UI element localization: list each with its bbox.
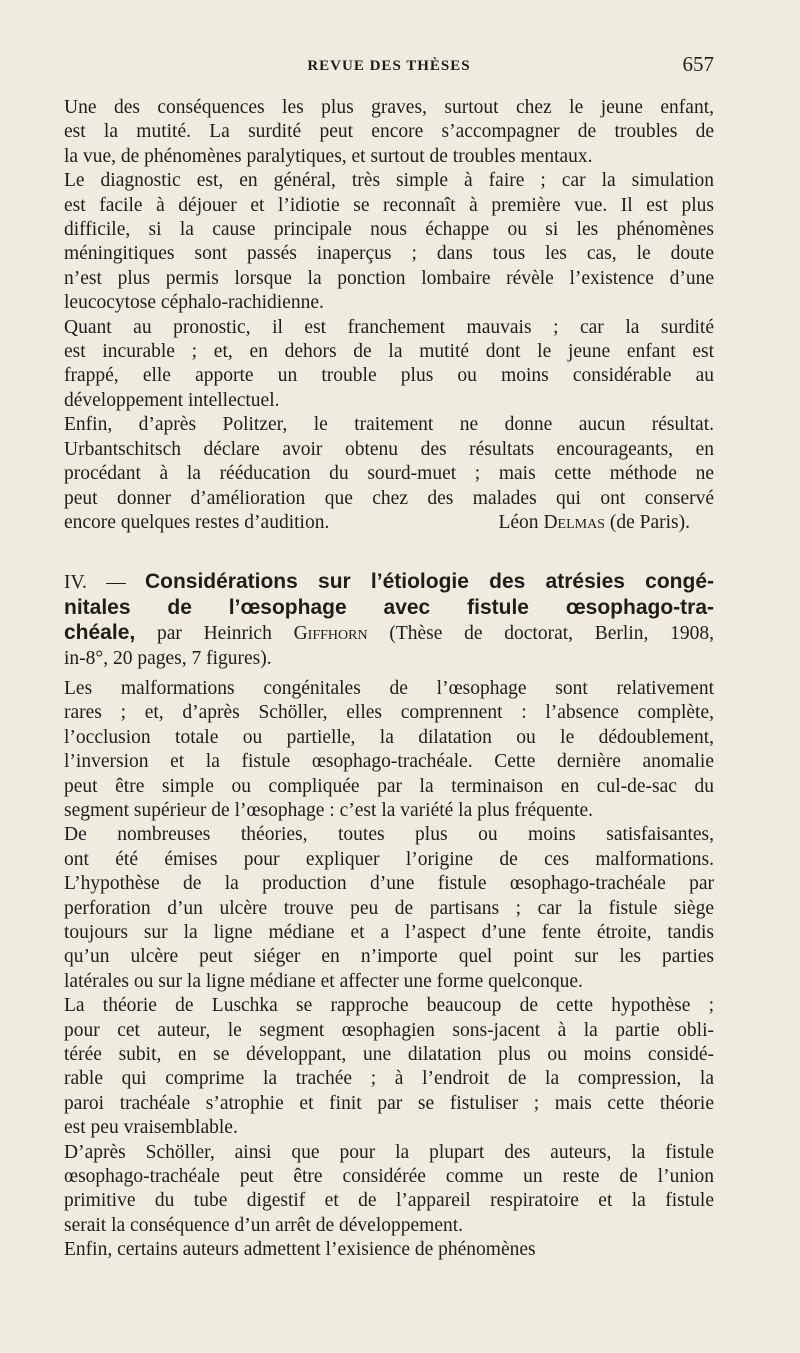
section-heading-line [64, 621, 714, 646]
paragraph-line: Une des conséquences les plus graves, surtout chez le jeune enfant, [64, 97, 714, 118]
paragraph-line: l’inversion et la fistule œsophago-trachéale. Cette dernière anomalie [64, 751, 714, 773]
section-title-cont: chéale, [64, 621, 136, 645]
section-author: Giffhorn [293, 623, 368, 645]
section-heading-line [64, 570, 714, 595]
paragraph-line: rares ; et, d’après Schöller, elles comprennent : l’absence complète, [64, 702, 714, 724]
signoff-line [64, 511, 714, 535]
paragraph-line: est la mutité. La surdité peut encore s’accompagner de troubles de [64, 121, 714, 143]
paragraph-line: ont été émises pour expliquer l’origine de ces malformations. [64, 848, 714, 870]
paragraph-line: La théorie de Luschka se rapproche beaucoup de cette hypothèse ; [64, 995, 714, 1017]
paragraph-line: la vue, de phénomènes paralytiques, et surtout de troubles mentaux. [64, 145, 593, 167]
paragraph-line: De nombreuses théories, toutes plus ou moins satisfaisantes, [64, 824, 714, 846]
paragraph [64, 316, 714, 414]
paragraph-line: toujours sur la ligne médiane et a l’aspect d’une fente étroite, tandis [64, 922, 714, 943]
paragraph-line: encore quelques restes d’audition. [64, 511, 330, 533]
paragraph-line: Les malformations congénitales de l’œsophage sont relativement [64, 677, 714, 699]
paragraph [64, 994, 714, 1140]
paragraph-line: Urbantschitsch déclare avoir obtenu des résultats encourageants, en [64, 438, 714, 460]
paragraph [64, 96, 714, 169]
section-heading-line [64, 647, 714, 671]
paragraph-line: développement intellectuel. [64, 389, 280, 411]
paragraph-line: Enfin, certains auteurs admettent l’exisience de phénomènes [64, 1239, 536, 1261]
paragraph-line: perforation d’un ulcère trouve peu de partisans ; car la fistule siège [64, 897, 714, 919]
paragraph-line: latérales ou sur la ligne médiane et affecter une forme quelconque. [64, 970, 583, 992]
paragraph-line: Le diagnostic est, en général, très simple à faire ; car la simulation [64, 170, 714, 192]
paragraph-line: segment supérieur de l’œsophage : c’est la variété la plus fréquente. [64, 799, 594, 821]
paragraph-line: est facile à déjouer et l’idiotie se reconnaît à première vue. Il est plus [64, 194, 714, 216]
signature-place: (de Paris). [604, 511, 690, 533]
paragraph-line: D’après Schöller, ainsi que pour la plupart des auteurs, la fistule [64, 1141, 714, 1163]
paragraph-line: frappé, elle apporte un trouble plus ou moins considérable au [64, 365, 714, 387]
paragraph-line: œsophago-trachéale peut être considérée comme un reste de l’union [64, 1166, 714, 1188]
page-number: 657 [682, 52, 714, 76]
paragraph-line: est incurable ; et, en dehors de la mutité dont le jeune enfant est [64, 341, 714, 363]
signature-last-name: Delmas [543, 511, 605, 533]
section-heading-line [64, 596, 714, 621]
paragraph-line: pour cet auteur, le segment œsophagien sons-jacent à la partie obli- [64, 1019, 714, 1041]
running-head-title: REVUE DES THÈSES [307, 58, 471, 74]
section-title-cont: nitales de l’œsophage avec fistule œsophago-tra- [64, 595, 714, 619]
paragraph [64, 169, 714, 315]
paragraph-line: peut être simple ou compliquée par la terminaison en cul-de-sac du [64, 775, 714, 797]
section-by: par Heinrich [135, 623, 294, 645]
section-reference: (Thèse de doctorat, Berlin, 1908, [367, 623, 715, 645]
paragraph [64, 413, 714, 511]
section-title: Considérations sur l’étiologie des atrésies congé- [144, 570, 714, 594]
paragraph [64, 677, 714, 823]
paragraph [64, 1141, 714, 1239]
paragraph-line: leucocytose céphalo-rachidienne. [64, 292, 324, 314]
section-heading [64, 570, 714, 671]
paragraph-line: est peu vraisemblable. [64, 1117, 238, 1139]
paragraph-line: méningitiques sont passés inaperçus ; dans tous les cas, le doute [64, 243, 714, 265]
paragraph-line: difficile, si la cause principale nous échappe ou si les phénomènes [64, 219, 714, 241]
paragraph-line: paroi trachéale s’atrophie et finit par se fistuliser ; mais cette théorie [64, 1092, 714, 1114]
running-head [64, 52, 714, 82]
paragraph-line: n’est plus permis lorsque la ponction lombaire révèle l’existence d’une [64, 267, 714, 289]
review-text-part1 [64, 96, 714, 511]
section-reference-cont: in-8°, 20 pages, 7 figures). [64, 647, 272, 669]
paragraph-line: Quant au pronostic, il est franchement mauvais ; car la surdité [64, 316, 714, 338]
paragraph-line: qu’un ulcère peut siéger en n’importe quel point sur les parties [64, 946, 714, 968]
paragraph [64, 823, 714, 994]
page-body [64, 96, 714, 1263]
paragraph-line: térée subit, en se développant, une dilatation plus ou moins considé- [64, 1044, 714, 1066]
paragraph-line: L’hypothèse de la production d’une fistule œsophago-trachéale par [64, 873, 714, 895]
section-number: IV. — [64, 572, 145, 594]
paragraph-line: procédant à la rééducation du sourd-muet ; mais cette méthode ne [64, 463, 714, 485]
paragraph-line: l’occlusion totale ou partielle, la dilatation ou le dédoublement, [64, 726, 714, 748]
paragraph-line: Enfin, d’après Politzer, le traitement ne donne aucun résultat. [64, 414, 714, 436]
review-signature [498, 511, 690, 535]
paragraph-line: rable qui comprime la trachée ; à l’endroit de la compression, la [64, 1068, 714, 1090]
paragraph-line: peut donner d’amélioration que chez des malades qui ont conservé [64, 487, 714, 509]
paragraph-line: primitive du tube digestif et de l’appareil respiratoire et la fistule [64, 1190, 714, 1212]
signature-first-name: Léon [498, 511, 544, 533]
paragraph-line: serait la conséquence d’un arrêt de développement. [64, 1214, 464, 1236]
review-text-part2 [64, 677, 714, 1263]
paragraph [64, 1238, 714, 1262]
